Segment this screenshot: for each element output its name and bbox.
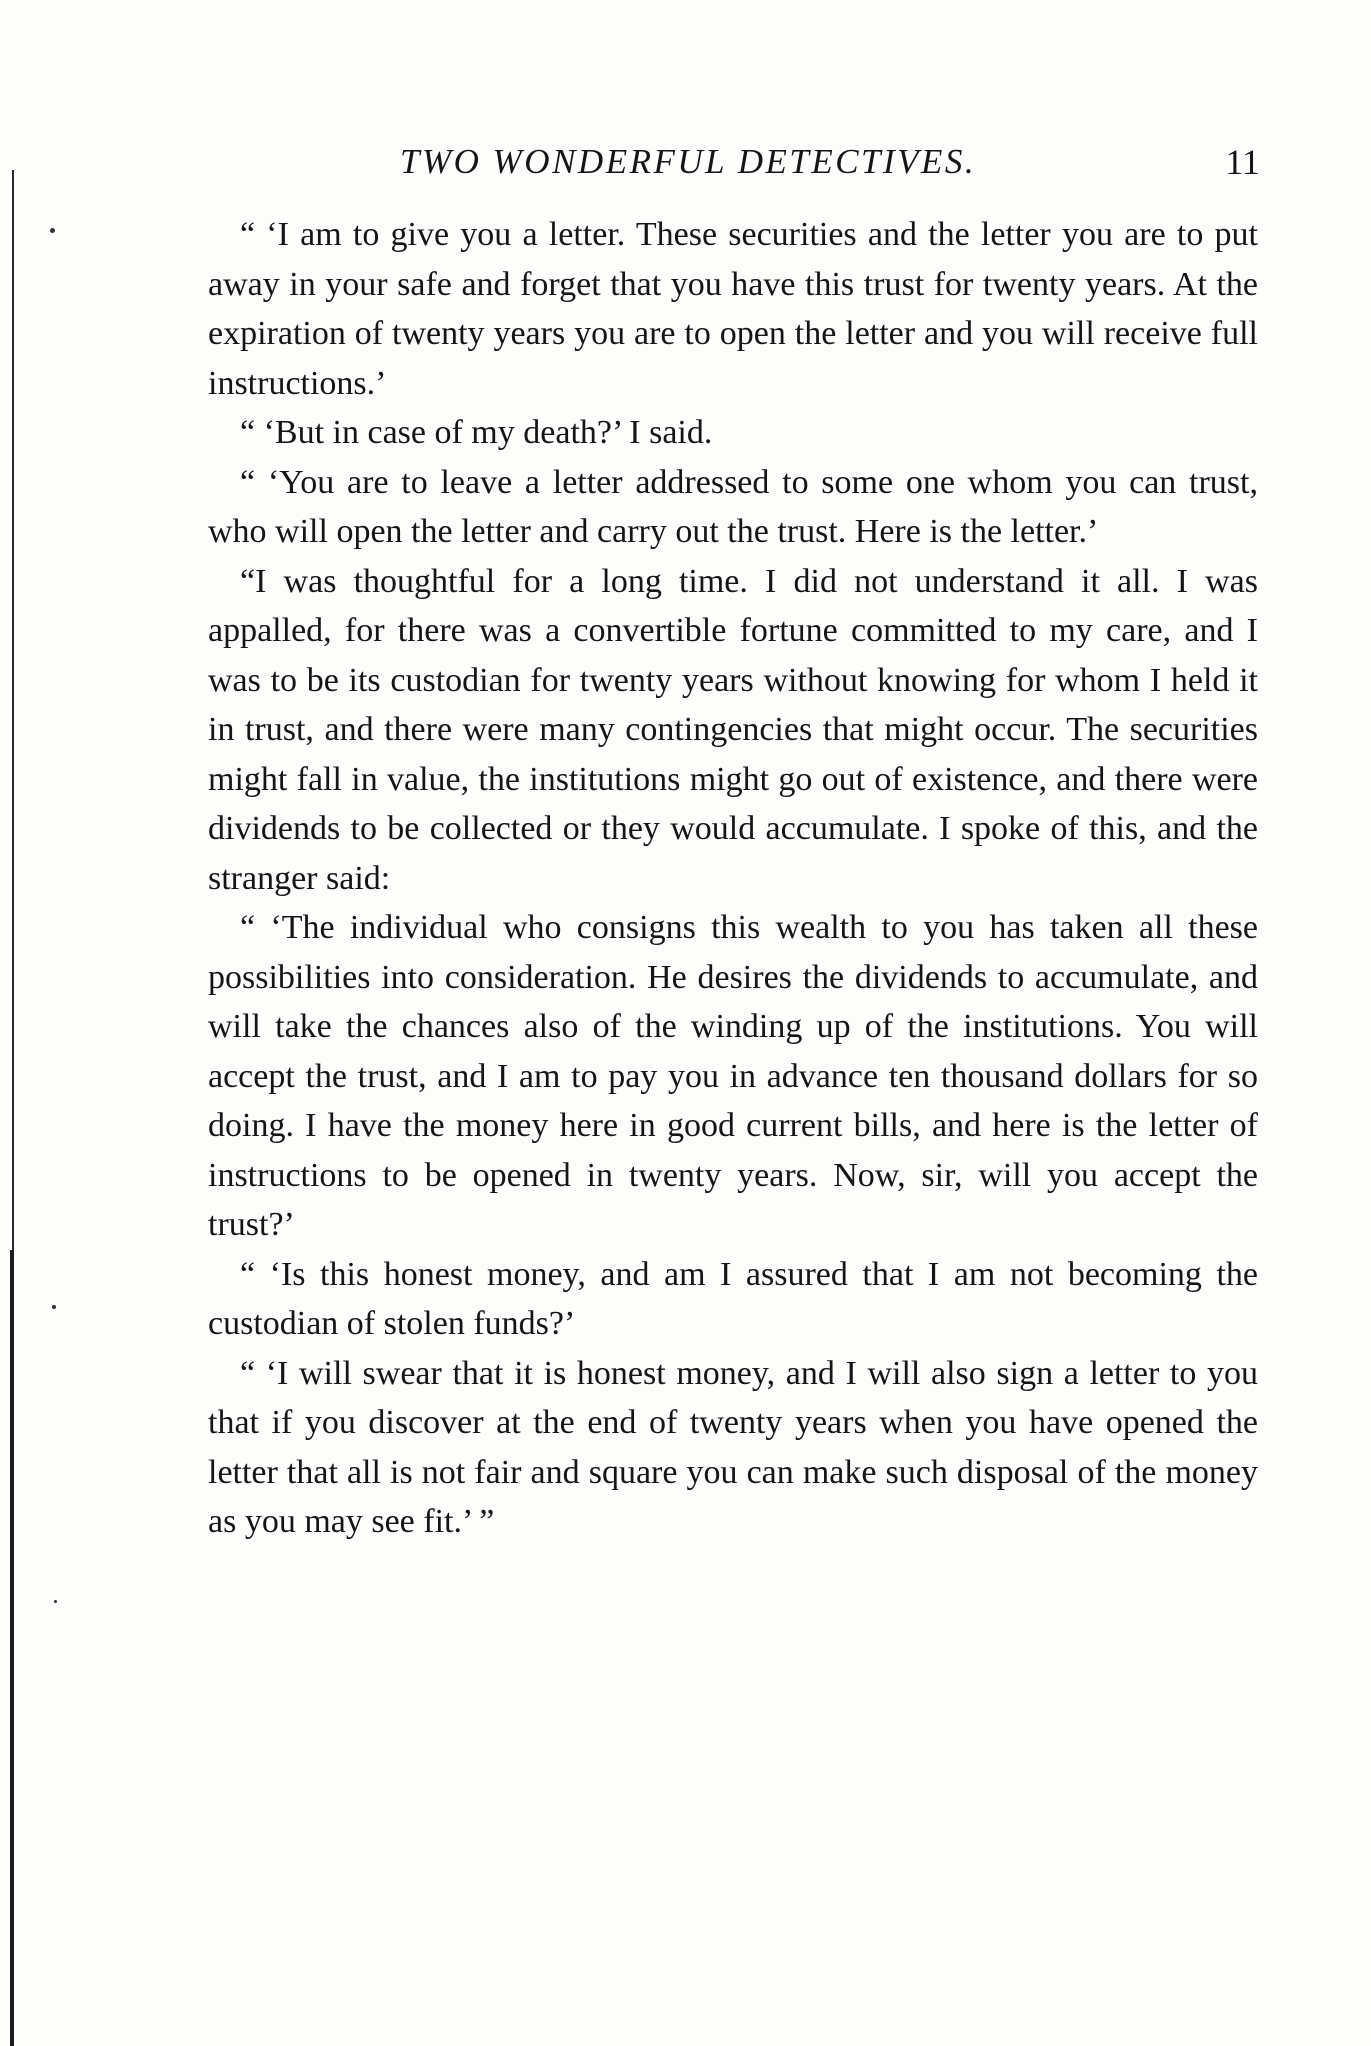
paragraph: “ ‘The individual who consigns this wealth to you has taken all these possibilities into consideration. He desires the dividends to accumulate, and will take the chances also of the winding up of the institutions. You will accept the trust, and I am to pay you in advance ten thousand dollars for so doing. I have the money here in good current bills, and here is the letter of instructions to be opened in twenty years. Now, sir, will you accept the trust?’ — [208, 909, 1258, 1243]
print-speck — [52, 1305, 56, 1309]
paragraph: “ ‘Is this honest money, and am I assured that I am not becoming the custodian of stolen funds?’ — [208, 1255, 1258, 1342]
print-speck — [50, 228, 55, 233]
paragraph: “ ‘You are to leave a letter addressed to some one whom you can trust, who will open the letter and carry out the trust. Here is the letter.’ — [208, 463, 1258, 550]
print-speck — [54, 1600, 57, 1603]
page-number: 11 — [1225, 142, 1260, 182]
left-margin-shadow — [10, 1250, 14, 2046]
page-header — [400, 140, 1260, 184]
paragraph: “ ‘But in case of my death?’ I said. — [240, 414, 713, 451]
body-text — [208, 210, 1258, 1547]
paragraph: “ ‘I am to give you a letter. These securities and the letter you are to put away in your safe and forget that you have this trust for twenty years. At the expiration of twenty years you are to open the letter and you will receive full instructions.’ — [208, 216, 1258, 402]
paragraph: “I was thoughtful for a long time. I did not understand it all. I was appalled, for there was a convertible fortune committed to my care, and I was to be its custodian for twenty years without knowing for whom I held it in trust, and there were many contingencies that might occur. The securities might fall in value, the institutions might go out of existence, and there were dividends to be collected or they would accumulate. I spoke of this, and the stranger said: — [208, 562, 1258, 897]
running-title: TWO WONDERFUL DETECTIVES. — [400, 142, 977, 181]
paragraph: “ ‘I will swear that it is honest money, and I will also sign a letter to you that if you discover at the end of twenty years when you have opened the letter that all is not fair and square you can make such disposal of the money as you may see fit.’ ” — [208, 1354, 1258, 1540]
